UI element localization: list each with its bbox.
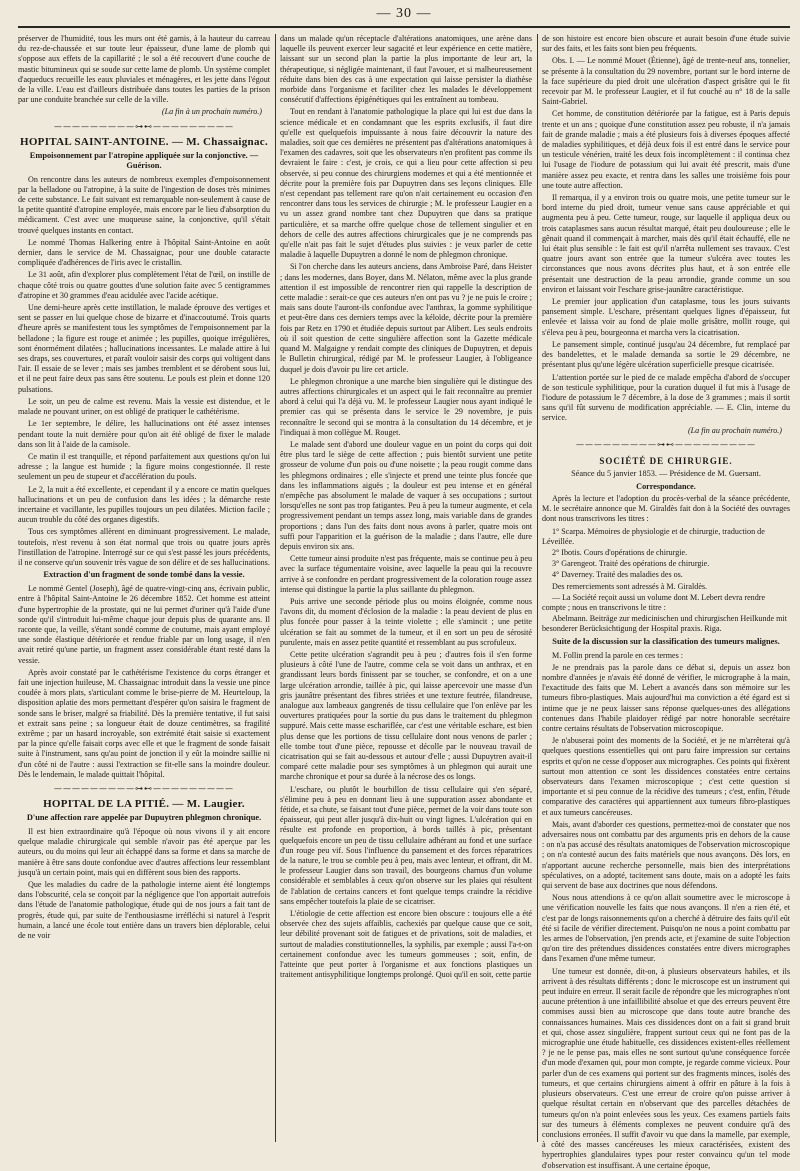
article-paragraph: Une tumeur est donnée, dit-on, à plusieurs observateurs habiles, et ils arrivent à des résultats différents ; donc le microscope est un instrument qui peut induire en erreur. Il serait facile de répondre que les micrographes n'ont aucune prétention à une infaillibilité absolue et que des erreurs peuvent être commises aussi bien au microscope que dans toute autre branche des connaissances humaines. Mais ces dissidences dont on a fait si grand bruit et qui, chose assez singulière, frappent surtout ceux qui ne font pas de la micrographie une étude habituelle, ces dissidences existent-elles réellement ? je ne le pense pas, mais elles ne sont surtout qu'une conséquence forcée d'un mode d'examen qui, pour mon compte, je regarde comme vicieux. Pour parler d'un de ces examens qui portent sur des fragments minces, isolés des tumeurs, et que certains chirurgiens aiment à offrir en pâture à la fois à plusieurs observateurs. C'est une erreur de croire qu'on puisse arriver à quelque résultat certain en n'observant que des parcelles détachées de tumeurs qu'on n'a point enlevées sous les yeux. Ces examens partiels faits sur des tumeurs à éléments complexes ne peuvent conduire qu'à des conclusions erronées. Il suffit d'avoir vu que dans la mamelle, par exemple, à côté des masses cancéreuses les mieux caractérisées, existent des hypertrophies glandulaires types pour rester convaincu qu'un tel mode d'observation est insuffisant. A une certaine époque, (542, 966, 790, 1170)
article-paragraph: Une demi-heure après cette instillation, le malade éprouve des vertiges et sent se passer en lui quelque chose de bizarre et d'inaccoutumé. Trois quarts d'heure après se manifestent tous les symptômes de l'empoisonnement par la belladone ; la figure est rouge et animée ; les pupilles, quoique irrégulières, sont énormément dilatées ; hallucinations incessantes. Le malade attire à lui ses draps, ses couvertures, et paraît vouloir saisir des corps qui voltigent dans l'air. Il essaie de se lever ; mais ses jambes tremblent et se dérobent sous lui, et il ne peut faire deux pas sans être soutenu. Le pouls est plein et donne 120 pulsations. (18, 303, 270, 394)
article-paragraph: de son histoire est encore bien obscure et aurait besoin d'une étude suivie sur des faits, et les faits sont bien peu fréquents. (542, 34, 790, 54)
section-ornament: —————————⊶⊷————————— (576, 439, 756, 449)
session-line: Séance du 5 janvier 1853. — Présidence de M. Guersant. (571, 468, 761, 478)
article-paragraph: Après la lecture et l'adoption du procès-verbal de la séance précédente, M. le secrétaire annonce que M. Giraldès fait don à la Société des ouvrages dont nous transcrivons les titres : (542, 493, 790, 524)
article-paragraph: On rencontre dans les auteurs de nombreux exemples d'empoisonnement par la belladone ou l'atropine, à la suite de l'ingestion de doses très minimes de cette substance. Le fait suivant est remarquable non-seulement à cause de la petite quantité d'atropine employée, mais encore par le lieu d'absorption du médicament. C'est avec une muqueuse saine, la conjonctive, qu'il s'était trouvé quelques instants en contact. (18, 174, 270, 235)
article-paragraph: Ce matin il est tranquille, et répond parfaitement aux questions qu'on lui adresse ; la langue est humide ; la figure moins congestionnée. Il reste seulement un peu de stupeur et d'accélération du pouls. (18, 451, 270, 482)
article-subheading: Extraction d'un fragment de sonde tombé dans la vessie. (43, 570, 245, 580)
page-number: — 30 — (376, 6, 432, 21)
book-list-item: Des remerciements sont adressés à M. Giraldès. (552, 581, 708, 591)
book-list-item: Abelmann. Beiträge zur medicinischen und chirurgischen Heilkunde mit besonderer Berücksichtigung der Hospital praxis. Riga. (542, 614, 787, 634)
article-paragraph: Obs. I. — Le nommé Mouet (Étienne), âgé de trente-neuf ans, tonnelier, se présente à la consultation du 29 novembre, portant sur le bord interne de la face supérieure du pied droit une ulcération d'aspect grisâtre qui le fit recevoir par M. le professeur Laugier, et il fut couché au n° 18 de la salle Saint-Gabriel. (542, 56, 790, 107)
article-paragraph: Tout en rendant à l'anatomie pathologique la place qui lui est due dans la science médicale et en condamnant que les esprits exclusifs, il faut dire qu'elle est quelquefois impuissante à nous faire découvrir la nature des maladies, soit que ces dernières ne présentent pas d'altérations anatomiques à l'examen des cadavres, soit que les observateurs n'en profitent pas comme ils devraient le faire : c'est, je crois, ce qui a lieu pour cette affection si peu observée, si peu connue des chirurgiens modernes et qui a été mentionnée et décrite pour la première fois par Dupuytren dans ses leçons cliniques. Elle n'est cependant pas tellement rare qu'on n'ait certainement eu occasion d'en rencontrer dans tous les services de chirurgie ; M. le professeur Laugier en a vu un assez grand nombre tant chez Dupuytren que dans sa pratique particulière, et sa marche offre quelque chose de tellement singulier et en dehors de celle des autres affections chirurgicales que je ne comprends pas qu'elle n'ait pas fait le sujet d'études plus suivies : je veux parler de cette maladie à laquelle Dupuytren a donné le nom de phlegmon chronique. (280, 107, 532, 260)
column-1 (18, 34, 270, 1144)
article-paragraph: Cette petite ulcération s'agrandit peu à peu ; d'autres fois il s'en forme plusieurs à côté l'une de l'autre, comme cela se voit dans un anthrax, et en grandissant leurs bords finissent par se toucher, se confondre, et on a une large ulcération arrondie, taillée à pic, qui laisse apercevoir une masse d'un gris jaunâtre présentant des fibres striées et une texture feutrée, filandreuse, analogue aux lambeaux gangrenés de tissu cellulaire que l'on enlève par les ouvertures pratiquées pour la sortie du pus dans le traitement du phlegmon suppuré. Mais cette masse eschariflée, car c'est une véritable eschare, est bien plus dense que les portions de tissu cellulaire dont nous venons de parler ; elle tombe tout d'une pièce, repousse et décolle par le nouveau travail de cicatrisation qui se fait au-dessous et autour d'elle ; aussi Dupuytren avait-il comparé cette maladie pour ses symptômes à un phlegmon qui aurait une marche chronique et pour sa durée à la nécrose des os longs. (280, 649, 532, 782)
article-paragraph: L'eschare, ou plutôt le bourbillon de tissu cellulaire qui s'en séparé, s'élimine peu à peu en donnant lieu à une suppuration assez abondante et fétide, et sa chute, se faisant tout d'une pièce, permet de la voir dans toute son épaisseur, qui peut aller jusqu'à dix-huit ou vingt lignes. L'ulcération qui en résulte est profonde en proportion, à bords taillés à pic, présentant quelquefois encore un peu de tissu cellulaire adhérant au fond et une surface d'un rouge peu vif. Sous l'influence du pansement et des forces réparatrices de la nature, le trou se comble peu à peu, mais avec lenteur, et offrant, dit M. le professeur Laugier dans son travail, des bourgeons charnus d'un volume considérable et semblables à ceux qu'on observe sur les plaies qui résultent de l'ablation de certains cancers et font quelque temps craindre la récidive sans empêcher toutefois la plaie de se cicatriser. (280, 784, 532, 906)
book-list-item: — La Société reçoit aussi un volume dont M. Lebert devra rendre compte ; nous en transcrivons le titre : (542, 592, 766, 612)
column-rule (275, 34, 276, 1142)
column-rule (537, 34, 538, 1142)
article-paragraph: Cet homme, de constitution détériorée par la fatigue, est à Paris depuis trente et un ans ; quoique d'une constitution assez peu robuste, il n'a jamais fait de grande maladie ; mais a été plusieurs fois à diverses époques affecté de maladies syphilitiques, et déjà deux fois il est entré dans le service pour un testicule vénérien, traité les deux fois incomplètement : il continua chez lui l'usage de l'iodure de potassium qui lui avait été prescrit, mais d'une manière assez peu exacte, et rentra dans les salles une troisième fois pour une toute autre affection. (542, 109, 790, 190)
column-3 (542, 34, 790, 1170)
article-paragraph: Le 1er septembre, le délire, les hallucinations ont été assez intenses pendant toute la nuit dernière pour qu'on ait été obligé de fixer le malade dans son lit à l'aide de la camisole. (18, 419, 270, 449)
article-paragraph: Il est bien extraordinaire qu'à l'époque où nous vivons il y ait encore quelque maladie chirurgicale qui semble n'avoir pas été aperçue par les auteurs, ou du moins qui leur ait échappé dans sa forme et dans sa marche de manière à être sans doute confondue avec d'autres affections leur ressemblant jusqu'à un certain point, mais qui en diffèrent sous bien des rapports. (18, 827, 270, 877)
article-paragraph: préserver de l'humidité, tous les murs ont été garnis, à la hauteur du carreau du rez-de-chaussée et sur toute leur épaisseur, d'une lame de plomb qui s'oppose aux effets de la capillarité ; le sol a été recouvert d'une couche de mastic bitumineux qui se soude sur cette lame de plomb. Un système complet d'aqueducs recueille les eaux pluviales et ménagères, et les jette dans l'égout de la ville. L'eau est d'ailleurs distribuée dans toutes les parties de la prison par une conduite branchée sur celle de la ville. (18, 34, 270, 105)
society-heading: SOCIÉTÉ DE CHIRURGIE. (599, 455, 733, 466)
hospital-heading: HOPITAL SAINT-ANTOINE. — M. Chassaignac. (19, 135, 269, 148)
article-paragraph: L'attention portée sur le pied de ce malade empêcha d'abord de s'occuper de son testicule syphilitique, pour la curation duquel il fut mis à l'usage de l'iodure de potassium le 7 décembre, à la dose de 3 grammes ; mais il sortit sans qu'il fût survenu de modification appréciable. — E. Clin, interne du service. (542, 372, 790, 423)
book-list-item: 1° Scarpa. Mémoires de physiologie et de chirurgie, traduction de Léveillée. (542, 526, 765, 546)
article-paragraph: dans un malade qu'un réceptacle d'altérations anatomiques, une arène dans laquelle ils peuvent exercer leur sagacité et leur expérience en cette matière, laissant sur un second plan la partie la plus importante de leur art, la thérapeutique, si négligée maintenant, il faut l'avouer, et si malheureusement réduite dans bien des cas à une expectation qui laisse persister la diathèse morbide dans l'organisme et faciliter chez les malades le développement consécutif d'affections épigénétiques qui les entraînent au tombeau. (280, 34, 532, 105)
article-paragraph: Le premier jour application d'un cataplasme, tous les jours suivants pansement simple. L'eschare, présentant quelques lignes d'épaisseur, fut enlevée et laissa voir au fond de plaie molle grisâtre, mollit rouge, qui s'éleva peu à peu, bourgeonna et marcha vers la cicatrisation. (542, 297, 790, 337)
article-paragraph: Cette tumeur ainsi produite n'est pas fréquente, mais se continue peu à peu avec la surface tégumentaire voisine, avec laquelle la peau qui la recouvre arrive à se confondre en perdant progressivement de la coloration rouge assez intense qui distingue la partie la plus saillante du phlegmon. (280, 554, 532, 594)
hospital-heading: HOPITAL DE LA PITIÉ. — M. Laugier. (43, 798, 245, 810)
article-paragraph: Si l'on cherche dans les auteurs anciens, dans Ambroise Paré, dans Heister ; dans les modernes, dans Boyer, dans M. Nélaton, même avec la plus grande attention il est impossible de rencontrer rien qui rappelle la description de cette maladie : serait-ce que ces auteurs n'en ont pas vu ? je ne puis le croire ; mais sans doute l'auront-ils confondue avec l'anthrax, la gomme syphilitique et peut-être dans ces derniers temps avec la kéloïde, décrite pour la première fois par Retz en 1790 et étudiée depuis surtout par Alibert. Les seuls endroits où il soit question de cette singulière affection sont la Gazette médicale quand M. Malgaigne y rendait compte des cliniques de Dupuytren, et depuis le Bulletin chirurgical, rédigé par M. le professeur Laugier, à l'obligeance duquel je dois d'avoir pu lire cet article. (280, 262, 532, 374)
article-paragraph: M. Follin prend la parole en ces termes : (552, 650, 684, 660)
article-paragraph: Après avoir constaté par le cathétérisme l'existence du corps étranger et fait une injection huileuse, M. Chassaignac introduit dans la vessie une pince coudée à mors plats, s'articulant comme le brise-pierre de M. Heurteloup, la disposition aplatie des mors permettant d'espérer qu'on saisira le fragment de sonde sans le briser, malgré sa friabilité. Dès la première tentative, il fut saisi et extrait sans peine ; sa longueur était de douze centimètres, sa fragilité extrême ; par un hasard incroyable, son extrémité était saisie si exactement par la pince qu'elle faisait corps avec elle et que le fragment de sonde faisait suite à l'instrument, sans qu'au point de jonction il y eût la moindre saillie ni d'un côté ni de l'autre : aussi l'extraction se fit-elle sans la moindre douleur. Dès le lendemain, le malade quittait l'hôpital. (18, 667, 270, 779)
article-paragraph: Nous nous attendions à ce qu'on allait soumettre avec le microscope à une vérification nouvelle les faits que nous avançons. Il n'en a rien été, et c'est par de longs raisonnements qu'on a cherché à détruire des faits qu'il eût été si facile de vérifier directement. Puisqu'on ne nous a point combattu par les armes de l'observation, j'en prends acte, et j'examine de suite l'objection qu'on tire des prétendues dissidences constatées entre divers micrographes dans l'examen d'une même tumeur. (542, 893, 790, 964)
article-paragraph: Je n'abuserai point des moments de la Société, et je ne m'arrêterai qu'à quelques questions essentielles qui ont paru faire impression sur certains esprits et qu'on ne cesse d'opposer aux micrographes. Ces points qui fixèrent surtout mon attention ce sont les dissidences constatées entre certains observateurs dans l'examen microscopique ; c'est cette question si importante et si peu connue de la récidive des tumeurs ; c'est, enfin, l'étude comparative des caractères qui appartiennent aux tumeurs fibro-plastiques et aux tumeurs cancéreuses. (542, 736, 790, 817)
newspaper-page (18, 4, 790, 1170)
article-paragraph: Le nommé Gentel (Joseph), âgé de quatre-vingt-cinq ans, écrivain public, entre à l'hôpital Saint-Antoine le 26 décembre 1852. Cet homme est atteint d'une hypertrophie de la prostate, qui ne lui permet d'uriner qu'à l'aide d'une sonde qu'il s'introduit lui-même chaque jour depuis plus de quarante ans. Il raconte que, la veille, s'étant sondé comme de coutume, mais ayant employé une sonde élastique détériorée et rendue friable par un long usage, il n'en avait retiré qu'une partie, un fragment assez considérable étant resté dans la vessie. (18, 584, 270, 665)
article-paragraph: Puis arrive une seconde période plus ou moins éloignée, comme nous l'avons dit, du moment d'éclosion de la maladie : la peau devient de plus en plus foncée pour passer à la teinte violette ; elle s'amincit ; une petite ulcération se fait au sommet de la tumeur, et il en sort un peu de sérosité purulente, mais en assez petite quantité et ressemblant au pus scrofuleux. (280, 596, 532, 647)
article-subheading: Empoisonnement par l'atropine appliquée sur la conjonctive. — Guérison. (29, 150, 259, 170)
article-subheading: Suite de la discussion sur la classification des tumeurs malignes. (552, 636, 780, 646)
article-paragraph: Le 2, la nuit a été excellente, et cependant il y a encore ce matin quelques hallucinations et un peu de confusion dans les idées ; la démarche reste incertaine et vacillante, les pupilles toujours un peu dilatées. Miction facile ; aucun trouble du côté des organes digestifs. (18, 484, 270, 525)
book-list-item: 3° Garengeot. Traité des opérations de chirurgie. (552, 559, 710, 569)
article-paragraph: Le phlegmon chronique a une marche bien singulière qui le distingue des autres affections chirurgicales et un aspect qui le fait reconnaître au premier abord à celui qui l'a déjà vu. M. le professeur Laugier nous ayant indiqué le premier cas qui se présenta dans le service le 29 novembre, je puis reconnaître le second qui se montra à la consultation du 14 décembre, et je l'indiquai à mon collègue M. Rouget. (280, 376, 532, 437)
article-paragraph: Le 31 août, afin d'explorer plus complètement l'état de l'œil, on instille de chaque côté trois ou quatre gouttes d'une solution faite avec 5 centigrammes d'atropine et 30 grammes d'eau acidulée avec l'acide acétique. (18, 270, 270, 300)
correspondence-heading: Correspondance. (636, 481, 696, 491)
column-2 (280, 34, 532, 1144)
section-ornament: —————————⊶⊷————————— (54, 784, 234, 793)
article-paragraph: Tous ces symptômes allèrent en diminuant progressivement. Le malade, toutefois, n'est revenu à son état normal que trois ou quatre jours après l'instillation de l'atropine. Interrogé sur ce qui s'est passé les jours précédents, il ne conserve qu'un souvenir très vague de son délire et de ses hallucinations. (18, 527, 270, 567)
section-ornament: —————————⊶⊷————————— (54, 121, 234, 131)
article-subheading: D'une affection rare appelée par Dupuytren phlegmon chronique. (26, 813, 262, 822)
continued-note: (La fin au prochain numéro.) (687, 425, 782, 435)
book-list-item: 4° Daverney. Traité des maladies des os. (552, 570, 683, 580)
book-list-item: 2° Ibotis. Cours d'opérations de chirurgie. (552, 547, 688, 557)
article-paragraph: Il remarqua, il y a environ trois ou quatre mois, une petite tumeur sur le bord interne du pied droit, tumeur venue sans cause appréciable et qui augmenta peu à peu. Cette tumeur, rouge, sur laquelle il appliqua deux ou trois cataplasmes sans aucun résultat marqué, était peu douloureuse ; elle le gênait quand il commençait à marcher, mais dès qu'il était échauffé, elle ne lui était plus sensible : le fait est qu'il n'arrêta nullement ses travaux. C'est quatre jours avant son entrée que la tumeur s'ulcéra avec toutes les circonstances que nous avons décrites plus haut, et à son entrée elle présentait une destruction de la peau arrondie, grande comme un sou environ et laissant voir l'eschare grise-jaunâtre caractéristique. (542, 193, 790, 294)
article-paragraph: Le nommé Thomas Halkering entre à l'hôpital Saint-Antoine en août dernier, dans le service de M. Chassaignac, pour une double cataracte compliquée d'adhérences de l'iris avec le cristallin. (18, 237, 270, 268)
article-paragraph: Je ne prendrais pas la parole dans ce débat si, depuis un assez bon nombre d'années je n'avais été donné de vérifier, le micrographe à la main, l'exactitude des faits que M. Lebert a avancés dans son mémoire sur les tumeurs fibro-plastiques. Mais aujourd'hui ma conviction a été égard est si intime que je ne peux laisser sans réponse quelques-unes des allégations contenues dans l'habile plaidoyer rédigé par notre honorable secrétaire contre certains résultats de l'observation microscopique. (542, 662, 790, 733)
article-paragraph: L'étiologie de cette affection est encore bien obscure : toujours elle a été observée chez des sujets affaiblis, cachexiés par quelque cause que ce soit, leur débilité provenant soit de fatigues et de privations, soit de maladies, et surtout de maladies constitutionnelles, la syphilis, par exemple ; aussi l'a-t-on certainement confondue avec les tumeurs gommeuses ; soit, enfin, de l'atteinte que peut porter à l'organisme et aux fonctions plastiques un traitement antisyphilitique longtemps prolongé. Quoi qu'il en soit, cette partie (280, 909, 532, 980)
article-paragraph: Mais, avant d'aborder ces questions, permettez-moi de constater que nos adversaires nous ont combattu par des arguments pris en dehors de la cause : on n'a pas accusé des résultats anatomiques de l'observation microscopique ; on n'a contesté aucun des faits matériels que nous avançons. Dès lors, en n'apportant aucune recherche personnelle, mais bien des interprétations spéculatives, on a adopté, tacitement sans doute, mais on a adopté les faits qui servent de base aux doctrines que nous défendons. (542, 819, 790, 891)
article-paragraph: Le malade sent d'abord une douleur vague en un point du corps qui doit être plus tard le siège de cette affection ; puis bientôt survient une petite grosseur de volume d'un pois ou d'une noisette ; la peau rougit comme dans les phlegmons ordinaires ; elle s'injecte et prend une teinte plus foncée que dans les inflammations aiguës ; la douleur est peu intense et en général n'empêche pas absolument le malade de vaquer à ses occupations ; surtout lorsqu'elles ne sont pas trop fatigantes. Peu à peu la tumeur augmente, et cela progressivement pendant un temps assez long, mais variable dans de grandes proportions ; dans l'un des faits dont nous avons à parler, quatre mois ont suffi pour l'apparition et la guérison de la maladie ; dans l'autre, elle dure depuis environ six ans. (280, 439, 532, 551)
article-paragraph: Le soir, un peu de calme est revenu. Mais la vessie est distendue, et le malade ne pouvant uriner, on est obligé de pratiquer le cathétérisme. (18, 396, 270, 417)
page-header (18, 4, 790, 28)
article-paragraph: Que les maladies du cadre de la pathologie interne aient été longtemps dans l'obscurité, cela se conçoit par la négligence que l'on apportait autrefois dans l'étude de l'anatomie pathologique, étude qui de nos jours a fait tant de progrès, étude qui, par suite de l'enthousiasme irréfléchi si naturel à l'esprit humain, a lancé une école tout entière dans un travers bien déplorable, celui de ne voir (18, 880, 270, 941)
article-paragraph: Le pansement simple, continué jusqu'au 24 décembre, fut remplacé par des bandelettes, et le malade demanda sa sortie le 29 décembre, ne présentant plus qu'une légère ulcération superficielle presque cicatrisée. (542, 339, 790, 370)
continued-note: (La fin à un prochain numéro.) (161, 107, 262, 117)
